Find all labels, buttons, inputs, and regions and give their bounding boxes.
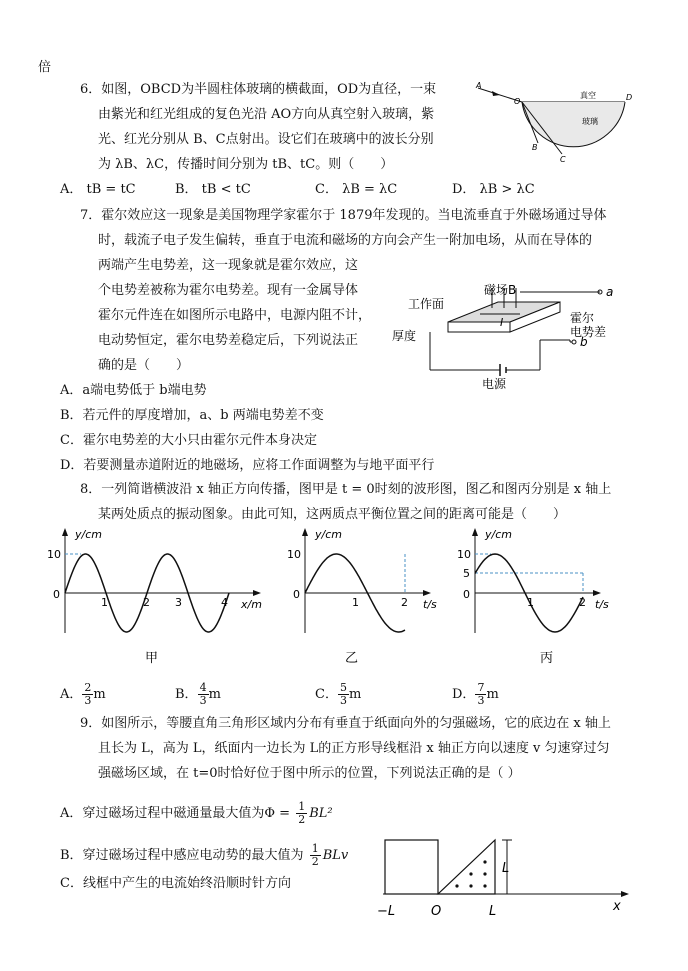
q8-line: 8．一列简谐横波沿 x 轴正方向传播，图甲是 t = 0时刻的波形图，图乙和图丙分别是 x 轴上 [80, 482, 612, 497]
q6-figure [470, 80, 640, 170]
label-b: b [580, 335, 588, 349]
unit: m [486, 687, 499, 702]
label-field-b: 磁场B [484, 283, 517, 297]
graph-bing [445, 528, 615, 668]
q9-option-b-post: BLv [322, 848, 349, 863]
label-hall: 霍尔 [570, 311, 595, 325]
q8-option-b [175, 682, 221, 707]
q9-figure [375, 830, 635, 940]
q7-option-d: D．若要测量赤道附近的地磁场，应将工作面调整为与地平面平行 [60, 458, 435, 473]
fraction-den: 3 [199, 694, 207, 707]
x-tick: 4 [221, 596, 228, 609]
fraction-den: 2 [298, 813, 306, 826]
y-tick: 0 [293, 588, 300, 601]
option-label: A． [60, 687, 83, 702]
label-potential-diff: 电势差 [570, 325, 607, 339]
unit: m [348, 687, 362, 702]
caption-jia: 甲 [145, 651, 159, 666]
y-tick: 10 [457, 548, 471, 561]
x-tick: 2 [401, 596, 408, 609]
q9-option-a-post: BL² [309, 806, 333, 821]
label-current: I [500, 316, 504, 329]
page-fragment: 倍 [38, 60, 52, 75]
fraction-den: 3 [477, 694, 485, 707]
x-tick: 1 [527, 596, 534, 609]
q8-option-a [60, 682, 106, 707]
q7-line: 霍尔元件连在如图所示电路中，电源内阻不计， [98, 308, 372, 323]
y-tick: 0 [53, 588, 60, 601]
label-a: a [606, 285, 614, 299]
ylabel: y/cm [315, 528, 342, 541]
label-vacuum: 真空 [580, 91, 596, 100]
fraction [310, 843, 321, 868]
q7-line: 确的是（ ） [98, 358, 190, 373]
q7-option-b: B．若元件的厚度增加，a、b 两端电势差不变 [60, 408, 324, 423]
fraction [475, 682, 486, 707]
q6-line: 为 λB、λC，传播时间分别为 tB、tC。则（ ） [98, 157, 394, 172]
q7-option-a: A．a端电势低于 b端电势 [60, 383, 207, 398]
q9-option-b [60, 843, 348, 868]
x-tick: 1 [352, 596, 359, 609]
label-neg-l: −L [377, 904, 396, 919]
semicircle-glass [522, 102, 625, 147]
caption-bing: 丙 [540, 651, 554, 666]
label-c: C [560, 155, 566, 164]
q9-line: 9．如图所示，等腰直角三角形区域内分布有垂直于纸面向外的匀强磁场，它的底边在 x 轴上 [80, 716, 611, 731]
q7-option-c: C．霍尔电势差的大小只由霍尔元件本身决定 [60, 433, 317, 448]
q7-hall-figure [392, 280, 630, 391]
q6-line: 6．如图，OBCD为半圆柱体玻璃的横截面，OD为直径，一束 [80, 82, 437, 97]
caption-yi: 乙 [345, 651, 359, 666]
graph-yi [275, 528, 435, 668]
fraction-num: 7 [477, 681, 485, 694]
fraction [338, 682, 349, 707]
fraction-den: 3 [84, 694, 92, 707]
x-tick: 2 [579, 596, 586, 609]
xlabel: x/m [241, 598, 262, 611]
label-x: x [613, 899, 621, 914]
q6-option-b: B． tB < tC [175, 182, 251, 197]
q9-option-c: C．线框中产生的电流始终沿顺时针方向 [60, 876, 291, 891]
q7-line: 两端产生电势差，这一现象就是霍尔效应，这 [98, 258, 359, 273]
square-frame [385, 840, 438, 894]
fraction-num: 4 [199, 681, 207, 694]
fraction-den: 2 [311, 855, 319, 868]
q7-line: 7．霍尔效应这一现象是美国物理学家霍尔于 1879年发现的。当电流垂直于外磁场通过导体 [80, 208, 607, 223]
xlabel: t/s [423, 598, 437, 611]
label-o: O [514, 97, 521, 106]
y-tick: 5 [463, 567, 470, 580]
xlabel: t/s [595, 598, 609, 611]
q8-line: 某两处质点的振动图象。由此可知，这两质点平衡位置之间的距离可能是（ ） [98, 507, 567, 522]
q8-option-d [452, 682, 499, 707]
ylabel: y/cm [75, 528, 102, 541]
option-label: D． [452, 687, 476, 702]
label-height-l: L [502, 861, 510, 876]
fraction [198, 682, 209, 707]
fraction [296, 801, 307, 826]
q7-line: 电动势恒定，霍尔电势差稳定后，下列说法正 [98, 333, 359, 348]
q9-line: 且长为 L，高为 L，纸面内一边长为 L的正方形导线框沿 x 轴正方向以速度 v 匀速穿过匀 [98, 741, 610, 756]
x-tick: 3 [175, 596, 182, 609]
unit: m [93, 687, 106, 702]
fraction [82, 682, 93, 707]
q9-line: 强磁场区域，在 t=0时恰好位于图中所示的位置，下列说法正确的是（ ） [98, 766, 521, 781]
x-tick: 2 [143, 596, 150, 609]
fraction-num: 5 [339, 681, 347, 694]
graph-jia [35, 528, 265, 668]
label-power-source: 电源 [482, 377, 507, 391]
q6-option-d: D． λB > λC [452, 182, 535, 197]
q6-line: 光、红光分别从 B、C点射出。设它们在玻璃中的波长分别 [98, 132, 434, 147]
q6-line: 由紫光和红光组成的复色光沿 AO方向从真空射入玻璃，紫 [98, 107, 435, 122]
q6-option-c: C． λB = λC [315, 182, 398, 197]
label-l: L [489, 904, 497, 919]
fraction-num: 1 [298, 800, 306, 813]
q9-option-a-text: A．穿过磁场过程中磁通量最大值为Φ = [60, 806, 291, 821]
y-tick: 10 [47, 548, 61, 561]
label-glass: 玻璃 [582, 117, 598, 126]
label-d: D [626, 93, 633, 102]
label-thickness: 厚度 [392, 329, 417, 343]
q8-option-c [315, 682, 361, 707]
q9-option-a [60, 801, 333, 826]
unit: m [208, 687, 221, 702]
q7-line: 个电势差被称为霍尔电势差。现有一金属导体 [98, 283, 359, 298]
y-tick: 0 [463, 588, 470, 601]
label-b: B [532, 143, 538, 152]
q7-line: 时，载流子电子发生偏转，垂直于电流和磁场的方向会产生一附加电场，从而在导体的 [98, 233, 593, 248]
q6-option-a: A． tB = tC [60, 182, 136, 197]
ylabel: y/cm [485, 528, 512, 541]
y-tick: 10 [287, 548, 301, 561]
fraction-num: 2 [84, 681, 92, 694]
label-work-face: 工作面 [408, 297, 445, 311]
q9-option-b-text: B．穿过磁场过程中感应电动势的最大值为 [60, 848, 304, 863]
option-label: B． [175, 687, 198, 702]
fraction-den: 3 [339, 694, 347, 707]
label-a: A [476, 81, 482, 90]
option-label: C． [315, 687, 338, 702]
fraction-num: 1 [311, 842, 319, 855]
x-tick: 1 [101, 596, 108, 609]
label-o: O [431, 904, 442, 919]
